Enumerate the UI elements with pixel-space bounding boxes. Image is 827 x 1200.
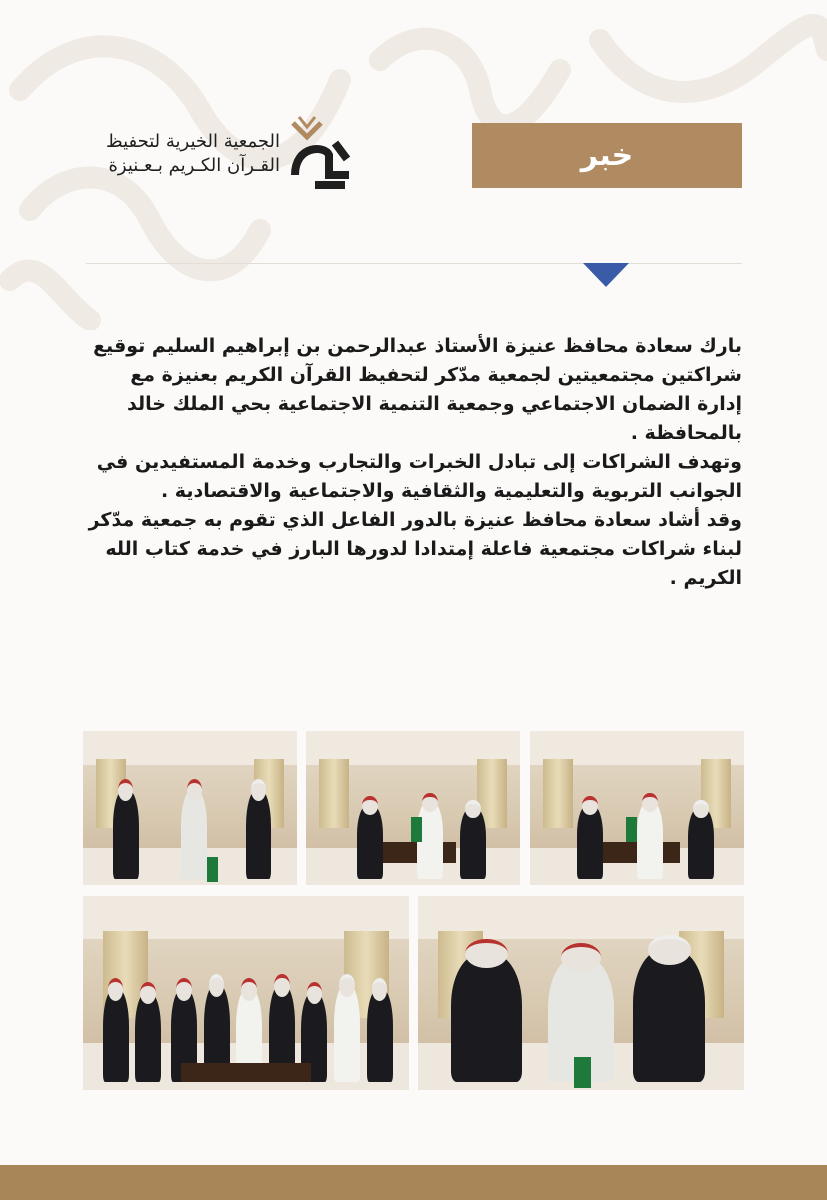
down-triangle-icon xyxy=(583,263,629,287)
article-body xyxy=(86,332,742,593)
news-badge: خبر xyxy=(472,123,742,188)
footer-bar xyxy=(0,1165,827,1200)
article-paragraph: وتهدف الشراكات إلى تبادل الخبرات والتجارب وخدمة المستفيدين في الجوانب التربوية والتعليمية والثقافية والاجتماعية والاقتصادية . xyxy=(96,451,742,502)
photo-signing-ceremony-2 xyxy=(530,731,744,885)
photo-group-photo xyxy=(83,896,409,1090)
logo-line-2: القـرآن الكـريم بـعـنيزة xyxy=(108,155,280,176)
organization-logo xyxy=(80,115,355,195)
divider-line xyxy=(86,263,742,264)
photo-partnership-handover xyxy=(83,731,297,885)
article-paragraph: بارك سعادة محافظ عنيزة الأستاذ عبدالرحمن بن إبراهيم السليم توقيع شراكتين مجتمعيتين لجمعية مدّكر لتحفيظ القرآن الكريم بعنيزة مع إدارة الضمان الاجتماعي وجمعية التنمية الاجتماعية بحي الملك خالد بالمحافظة . xyxy=(93,335,742,444)
logo-text xyxy=(80,130,280,178)
logo-line-1: الجمعية الخيرية لتحفيظ xyxy=(105,131,280,152)
photo-partnership-closeup xyxy=(418,896,744,1090)
logo-mark-icon xyxy=(285,115,357,195)
article-paragraph: وقد أشاد سعادة محافظ عنيزة بالدور الفاعل الذي تقوم به جمعية مدّكر لبناء شراكات مجتمعية فاعلة إمتدادا لدورها البارز في خدمة كتاب الله الكريم . xyxy=(88,509,742,589)
photo-signing-ceremony-1 xyxy=(306,731,520,885)
